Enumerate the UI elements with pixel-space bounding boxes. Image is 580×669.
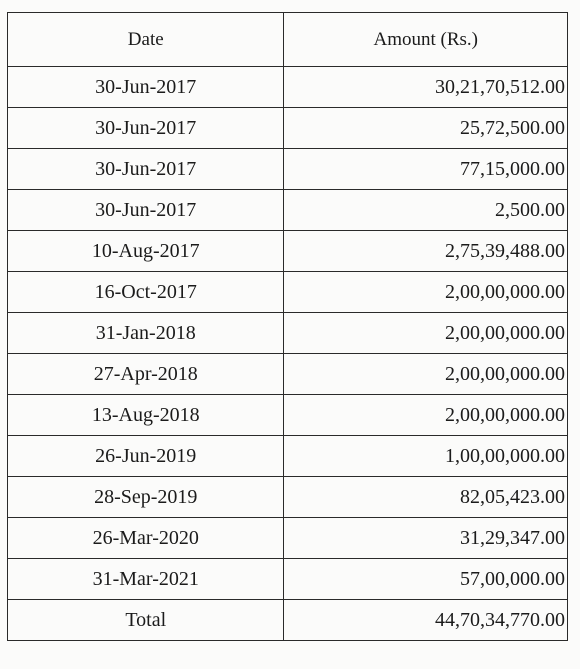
table-body (8, 67, 568, 641)
row-date: 27-Apr-2018 (8, 354, 284, 395)
table-row (8, 395, 568, 436)
table-row (8, 313, 568, 354)
row-amount: 25,72,500.00 (284, 108, 568, 149)
row-amount: 57,00,000.00 (284, 559, 568, 600)
row-amount: 2,00,00,000.00 (284, 354, 568, 395)
table-row (8, 272, 568, 313)
row-amount: 31,29,347.00 (284, 518, 568, 559)
amount-column-header: Amount (Rs.) (284, 13, 568, 67)
total-label: Total (8, 600, 284, 641)
payments-table (7, 12, 568, 641)
table-row (8, 190, 568, 231)
table-header (8, 13, 568, 67)
row-amount: 77,15,000.00 (284, 149, 568, 190)
table-row (8, 559, 568, 600)
row-date: 30-Jun-2017 (8, 67, 284, 108)
table-row (8, 67, 568, 108)
row-amount: 1,00,00,000.00 (284, 436, 568, 477)
table-row (8, 231, 568, 272)
row-date: 26-Mar-2020 (8, 518, 284, 559)
date-column-header: Date (8, 13, 284, 67)
row-amount: 2,500.00 (284, 190, 568, 231)
row-amount: 2,00,00,000.00 (284, 395, 568, 436)
row-date: 31-Mar-2021 (8, 559, 284, 600)
table-row (8, 477, 568, 518)
total-amount: 44,70,34,770.00 (284, 600, 568, 641)
table-row (8, 108, 568, 149)
row-amount: 2,75,39,488.00 (284, 231, 568, 272)
row-amount: 30,21,70,512.00 (284, 67, 568, 108)
table-row (8, 354, 568, 395)
row-date: 26-Jun-2019 (8, 436, 284, 477)
row-date: 31-Jan-2018 (8, 313, 284, 354)
header-row (8, 13, 568, 67)
total-row (8, 600, 568, 641)
row-date: 30-Jun-2017 (8, 149, 284, 190)
table-row (8, 149, 568, 190)
row-date: 30-Jun-2017 (8, 108, 284, 149)
row-date: 30-Jun-2017 (8, 190, 284, 231)
row-date: 28-Sep-2019 (8, 477, 284, 518)
row-amount: 82,05,423.00 (284, 477, 568, 518)
row-date: 13-Aug-2018 (8, 395, 284, 436)
table-row (8, 436, 568, 477)
row-amount: 2,00,00,000.00 (284, 272, 568, 313)
row-amount: 2,00,00,000.00 (284, 313, 568, 354)
table-row (8, 518, 568, 559)
row-date: 16-Oct-2017 (8, 272, 284, 313)
row-date: 10-Aug-2017 (8, 231, 284, 272)
